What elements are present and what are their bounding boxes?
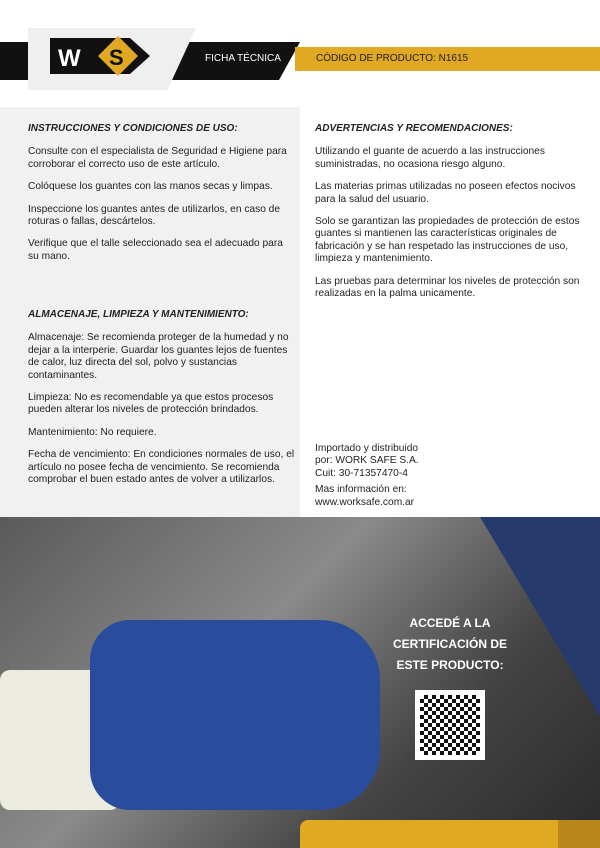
svg-text:S: S <box>109 45 124 70</box>
usage-title: INSTRUCCIONES Y CONDICIONES DE USO: <box>28 123 238 134</box>
storage-text: Almacenaje: Se recomienda proteger de la humedad y no dejar a la interperie. Guardar los guantes lejos de fuentes de calor, luz directa del sol, polvo y sustancias contaminantes. <box>28 332 289 381</box>
warnings-section <box>315 123 590 310</box>
importer-line: por: WORK SAFE S.A. <box>315 455 419 467</box>
product-code: CÓDIGO DE PRODUCTO: N1615 <box>316 53 469 64</box>
storage-text: Limpieza: No es recomendable ya que estos procesos pueden alterar los niveles de protección brindados. <box>28 392 274 416</box>
warnings-text: Solo se garantizan las propiedades de protección de estos guantes si mantienen las características originales de fabricación y se han respetado las instrucciones de uso, limpieza y mantenimiento. <box>315 216 580 265</box>
footer-dark-yellow-band <box>558 820 600 848</box>
cta-line: CERTIFICACIÓN DE <box>393 637 507 651</box>
usage-section <box>28 123 296 273</box>
warnings-title: ADVERTENCIAS Y RECOMENDACIONES: <box>315 123 513 134</box>
qr-code[interactable] <box>415 690 485 760</box>
storage-text: Fecha de vencimiento: En condiciones normales de uso, el artículo no posee fecha de vencimiento. Se recomienda comprobar el buen estado antes de volver a utilizarlos. <box>28 449 295 486</box>
usage-text: Colóquese los guantes con las manos secas y limpas. <box>28 181 273 193</box>
cta-line: ACCEDÉ A LA <box>409 616 491 630</box>
usage-text: Inspeccione los guantes antes de utilizarlos, en caso de roturas o fallas, descártelos. <box>28 203 281 228</box>
usage-text: Verifique que el talle seleccionado sea el adecuado para su mano. <box>28 238 283 262</box>
storage-section <box>28 309 296 496</box>
importer-info <box>315 443 575 509</box>
website-link[interactable]: www.worksafe.com.ar <box>315 496 415 508</box>
footer-yellow-band <box>300 820 600 848</box>
cta-line: ESTE PRODUCTO: <box>396 658 504 672</box>
usage-text: Consulte con el especialista de Seguridad e Higiene para corroborar el correcto uso de este artículo. <box>28 146 287 170</box>
ws-logo <box>50 36 150 76</box>
storage-title: ALMACENAJE, LIMPIEZA Y MANTENIMIENTO: <box>28 309 249 320</box>
warnings-text: Las pruebas para determinar los niveles de protección son realizadas en la palma unicamente. <box>315 275 580 300</box>
storage-text: Mantenimiento: No requiere. <box>28 426 157 438</box>
importer-line: Importado y distribuido <box>315 443 419 454</box>
warnings-text: Las materias primas utilizadas no poseen efectos nocivos para la salud del usuario. <box>315 181 576 205</box>
certification-cta <box>380 613 520 676</box>
more-info-label: Mas información en: <box>315 484 407 496</box>
importer-line: Cuit: 30-71357470-4 <box>315 467 408 479</box>
warnings-text: Utilizando el guante de acuerdo a las instrucciones suministradas, no ocasiona riesgo alguno. <box>315 146 545 170</box>
ficha-tecnica-label: FICHA TÉCNICA <box>205 53 281 64</box>
glove-image <box>90 620 380 810</box>
svg-text:W: W <box>58 45 81 72</box>
